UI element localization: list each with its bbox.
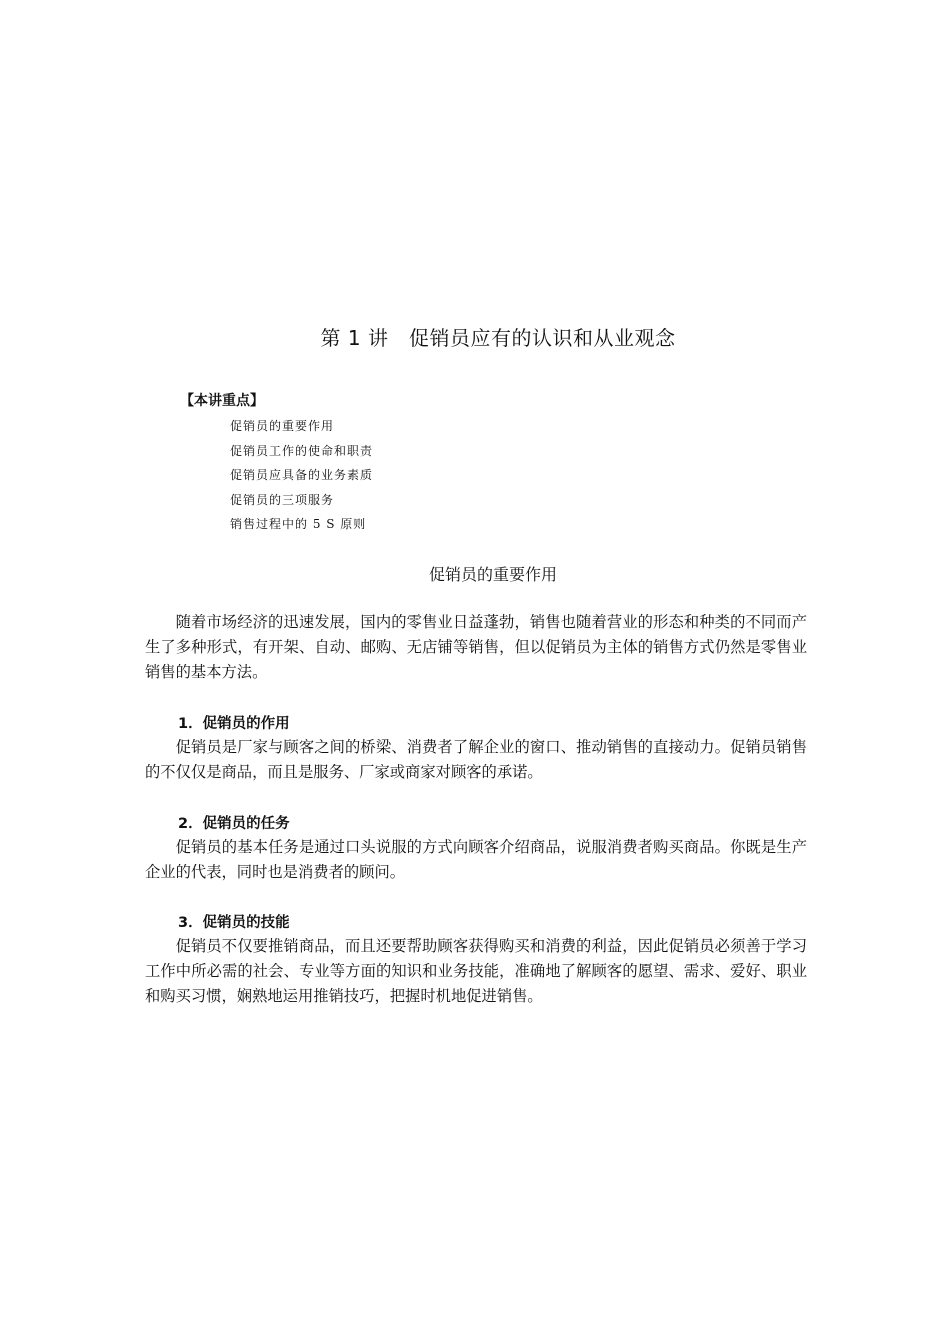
subsection-heading-task: 2．促销员的任务 [178, 816, 290, 832]
key-points-list [180, 414, 680, 537]
section-title: 促销员的重要作用 [428, 565, 557, 584]
subsection-heading-skill: 3．促销员的技能 [178, 915, 290, 931]
key-point-item: 销售过程中的 5 S 原则 [230, 517, 367, 531]
subsection-paragraph-role: 促销员是厂家与顾客之间的桥梁、消费者了解企业的窗口、推动销售的直接动力。促销员销售的不仅仅是商品，而且是服务、厂家或商家对顾客的承诺。 [145, 738, 807, 781]
chapter-title: 第 1 讲 促销员应有的认识和从业观念 [320, 326, 676, 350]
key-point-item: 促销员的重要作用 [230, 419, 335, 433]
key-points-block [180, 389, 680, 537]
key-point-item: 促销员的三项服务 [230, 492, 335, 507]
key-points-heading: 【本讲重点】 [180, 393, 264, 409]
key-point-item: 促销员工作的使命和职责 [230, 443, 374, 458]
intro-paragraph: 随着市场经济的迅速发展，国内的零售业日益蓬勃，销售也随着营业的形态和种类的不同而产生了多种形式，有开架、自动、邮购、无店铺等销售，但以促销员为主体的销售方式仍然是零售业销售的基本方法。 [145, 613, 807, 681]
subsection-paragraph-task: 促销员的基本任务是通过口头说服的方式向顾客介绍商品，说服消费者购买商品。你既是生产企业的代表，同时也是消费者的顾问。 [145, 838, 807, 881]
subsection-heading-role: 1．促销员的作用 [178, 716, 290, 732]
subsection-paragraph-skill: 促销员不仅要推销商品，而且还要帮助顾客获得购买和消费的利益，因此促销员必须善于学习工作中所必需的社会、专业等方面的知识和业务技能，准确地了解顾客的愿望、需求、爱好、职业和购买习惯，娴熟地运用推销技巧，把握时机地促进销售。 [145, 937, 807, 1005]
key-point-item: 促销员应具备的业务素质 [230, 468, 374, 482]
